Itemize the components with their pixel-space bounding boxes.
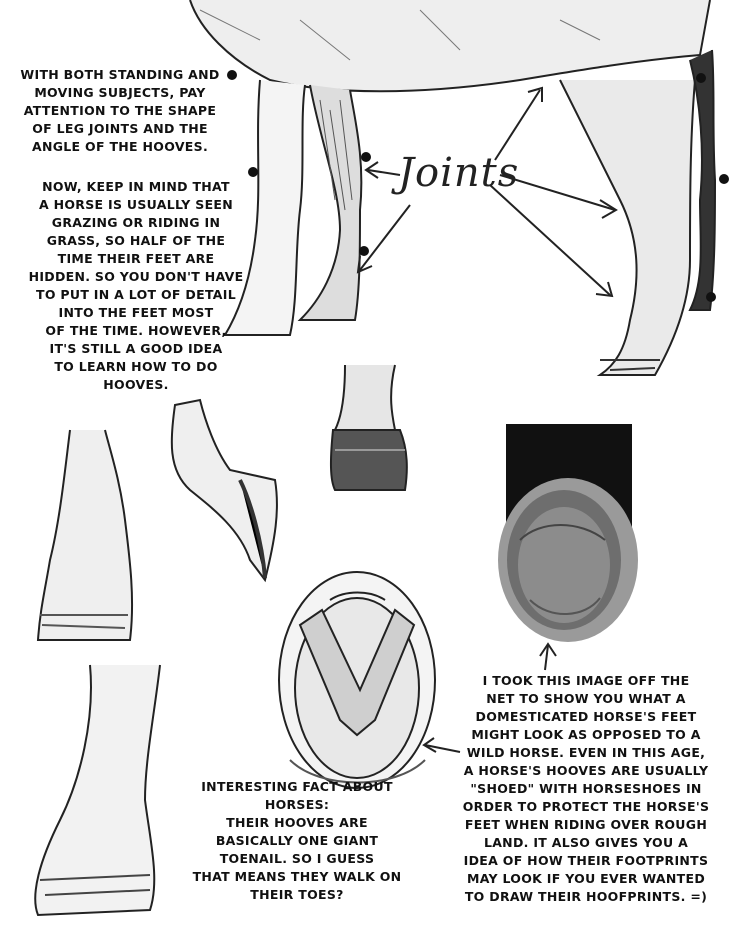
photo-text: I TOOK THIS IMAGE OFF THE NET TO SHOW YOU WHAT A DOMESTICATED HORSE'S FEET MIGHT LOOK AS OPPOSED TO A WILD HORSE. EVEN IN THIS AGE, A HORSE'S HOOVES ARE USUALLY "SHOED" WITH HORSESHOES IN ORDER TO PROTECT THE HORSE'S FEET WHEN RIDING OVER ROUGH LAND. IT ALSO GIVES YOU A IDEA OF HOW THEIR FOOTPRINTS MAY LOOK IF YOU EVER WANTED TO DRAW THEIR HOOFPRINTS. =) [462,673,710,904]
horseshoe-photo [498,424,638,642]
joints-label: Joints [398,150,520,196]
hoof-underside-drawing [279,572,435,788]
hoof-front-view-drawing [331,365,407,490]
intro-text: WITH BOTH STANDING AND MOVING SUBJECTS, PAY ATTENTION TO THE SHAPE OF LEG JOINTS AND THE ANGLE OF THE HOOVES. [20,67,220,154]
fact-text: INTERESTING FACT ABOUT HORSES: THEIR HOOVES ARE BASICALLY ONE GIANT TOENAIL. SO I GUESS THAT MEANS THEY WALK ON THEIR TOES? [192,779,402,902]
grass-text: NOW, KEEP IN MIND THAT A HORSE IS USUALLY SEEN GRAZING OR RIDING IN GRASS, SO HALF OF THE TIME THEIR FEET ARE HIDDEN. SO YOU DON'T HAVE TO PUT IN A LOT OF DETAIL INTO THE FEET MOST OF THE TIME. HOWEVER, IT'S STILL A GOOD IDEA TO LEARN HOW TO DO HOOVES. [28,179,244,392]
